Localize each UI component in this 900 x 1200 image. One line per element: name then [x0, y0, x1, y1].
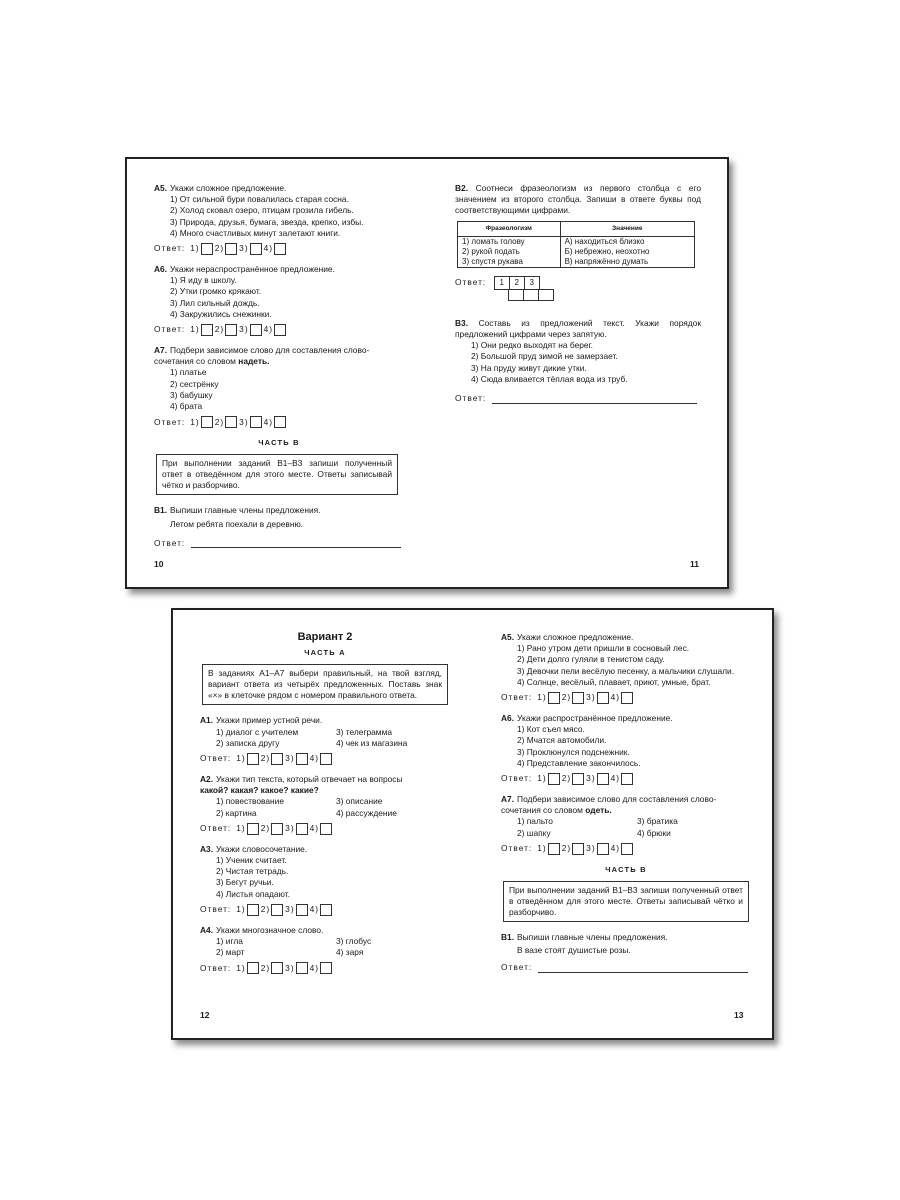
option: 1) Ученик считает.	[216, 855, 287, 866]
box-number: 2)	[561, 773, 572, 784]
option: 1) игла	[216, 936, 243, 947]
box-number: 2)	[214, 324, 225, 335]
answer-label: Ответ:	[455, 393, 487, 404]
option: 2) картина	[216, 807, 257, 818]
task-b2	[455, 183, 701, 304]
answer-row	[501, 962, 751, 973]
box-number: 1)	[190, 324, 200, 335]
box-number: 3)	[586, 773, 596, 784]
answer-checkbox-4[interactable]	[274, 243, 286, 255]
option: 1) Они редко выходят на берег.	[471, 340, 593, 351]
option: 1) Рано утром дети пришли в сосновый лес.	[517, 643, 690, 654]
answer-label: Ответ:	[200, 962, 232, 973]
task-number: А5.	[154, 183, 168, 193]
options-grid	[501, 816, 751, 838]
option: 3) Бегут ручьи.	[216, 877, 274, 888]
answer-row	[154, 416, 404, 428]
answer-checkbox-4[interactable]	[621, 692, 633, 704]
answer-checkbox-3[interactable]	[250, 243, 262, 255]
column-header: Фразеологизм	[458, 221, 561, 236]
answer-checkbox-1[interactable]	[548, 773, 560, 785]
task-number: А6.	[154, 264, 168, 275]
box-number: 2)	[260, 904, 271, 915]
task-b3	[455, 318, 701, 404]
answer-label: Ответ:	[154, 243, 186, 254]
task-a6	[154, 264, 404, 336]
option: 2) Утки громко крякают.	[170, 286, 262, 297]
table-cell: 3) спустя рукава	[458, 257, 561, 268]
task-a6	[501, 713, 751, 785]
option: 4) Листья опадают.	[216, 888, 290, 899]
task-number: А2.	[200, 774, 214, 785]
answer-checkbox-1[interactable]	[548, 843, 560, 855]
answer-label: Ответ:	[501, 962, 533, 973]
box-number: 3)	[586, 843, 596, 854]
answer-label: Ответ:	[501, 843, 533, 854]
task-prompt: Соотнеси фразеологизм из первого столбца с его значением из второго столбца. Запиши в ответе буквы под соответствующими цифрами.	[455, 183, 701, 216]
answer-grid-inputs	[509, 289, 701, 304]
page-12-column	[200, 632, 450, 983]
answer-checkbox-4[interactable]	[320, 962, 332, 974]
answer-checkbox-3[interactable]	[296, 962, 308, 974]
task-b1	[154, 505, 404, 549]
option: 3) Проклюнулся подснежник.	[517, 746, 630, 757]
task-prompt: Выпиши главные члены предложения.	[517, 932, 668, 943]
box-number: 3)	[239, 243, 249, 254]
option: 2) Большой пруд зимой не замерзает.	[471, 351, 618, 362]
box-number: 1)	[236, 753, 246, 764]
answer-cell-input-2[interactable]	[523, 289, 539, 301]
option: 4) Сюда вливается тёплая вода из труб.	[471, 373, 628, 384]
option: 4) заря	[336, 947, 364, 958]
task-a2	[200, 774, 450, 835]
task-a1	[200, 715, 450, 765]
task-number: В2.	[455, 183, 469, 193]
answer-checkbox-1[interactable]	[247, 962, 259, 974]
task-prompt: Укажи тип текста, который отвечает на вопросы	[216, 774, 403, 785]
part-b-title: ЧАСТЬ В	[605, 864, 647, 874]
part-b-title: ЧАСТЬ В	[258, 438, 300, 448]
box-number: 3)	[285, 962, 295, 973]
box-number: 1)	[236, 962, 246, 973]
table-cell: 2) рукой подать	[458, 247, 561, 257]
task-prompt: Укажи многозначное слово.	[216, 924, 324, 935]
task-a4	[200, 925, 450, 975]
option: 2) Холод сковал озеро, птицам грозила гибель.	[170, 205, 354, 216]
answer-checkbox-1[interactable]	[201, 324, 213, 336]
task-prompt: Укажи нераспространённое предложение.	[170, 264, 335, 275]
prompt-text: сочетания со словом	[501, 805, 583, 816]
box-number: 1)	[190, 243, 200, 254]
answer-checkbox-2[interactable]	[271, 904, 283, 916]
instruction-box: При выполнении заданий В1–В3 запиши полученный ответ в отведённом для этого месте. Ответы записывай чётко и разборчиво.	[156, 454, 398, 495]
task-a7	[154, 345, 404, 428]
answer-line-input[interactable]	[492, 394, 697, 404]
box-number: 2)	[260, 823, 271, 834]
page-10-column	[154, 183, 404, 558]
option: 1) диалог с учителем	[216, 726, 299, 737]
answer-label: Ответ:	[154, 537, 186, 548]
task-number: А7.	[154, 345, 168, 356]
options-grid	[200, 727, 450, 749]
answer-checkbox-3[interactable]	[597, 692, 609, 704]
task-prompt: Составь из предложений текст. Укажи порядок предложений цифрами через запятую.	[455, 317, 701, 340]
keyword: надеть.	[238, 356, 270, 367]
answer-label: Ответ:	[154, 416, 186, 427]
answer-row	[154, 538, 404, 549]
task-number: А1.	[200, 715, 214, 726]
task-b1	[501, 932, 751, 974]
option: 2) Мчатся автомобили.	[517, 735, 607, 746]
option: 3) бабушку	[170, 389, 213, 400]
answer-label: Ответ:	[501, 692, 533, 703]
grid-header-cell: 1	[494, 276, 510, 290]
keywords: какой? какая? какое? какие?	[200, 785, 319, 796]
box-number: 1)	[190, 416, 200, 427]
option: 2) шапку	[517, 827, 551, 838]
options-grid	[200, 936, 450, 958]
page-number: 11	[690, 559, 699, 569]
answer-row	[200, 753, 450, 765]
answer-checkbox-3[interactable]	[597, 843, 609, 855]
prompt-text: сочетания со словом	[154, 356, 236, 367]
task-prompt: Подбери зависимое слово для составления слово-	[517, 794, 717, 805]
answer-checkbox-3[interactable]	[597, 773, 609, 785]
option: 2) Чистая тетрадь.	[216, 866, 289, 877]
box-number: 2)	[561, 843, 572, 854]
task-prompt: Подбери зависимое слово для составления слово-	[170, 345, 370, 356]
task-a5	[154, 183, 404, 255]
options-grid	[200, 796, 450, 818]
answer-checkbox-4[interactable]	[320, 904, 332, 916]
instruction-box: При выполнении заданий В1–В3 запиши полученный ответ в отведённом для этого месте. Ответы записывай чётко и разборчиво.	[503, 881, 749, 922]
answer-cell-input-3[interactable]	[538, 289, 554, 301]
answer-checkbox-2[interactable]	[271, 962, 283, 974]
box-number: 4)	[610, 773, 621, 784]
option: 2) март	[216, 947, 245, 958]
box-number: 4)	[309, 753, 320, 764]
task-prompt: Укажи словосочетание.	[216, 843, 308, 854]
option: 3) Девочки пели весёлую песенку, а мальчики слушали.	[517, 665, 735, 676]
task-number: В1.	[501, 932, 515, 943]
answer-label: Ответ:	[455, 277, 487, 287]
answer-checkbox-3[interactable]	[296, 823, 308, 835]
answer-checkbox-2[interactable]	[572, 773, 584, 785]
table-cell: А) находиться близко	[560, 236, 694, 247]
box-number: 3)	[285, 753, 295, 764]
option: 4) Закружились снежинки.	[170, 308, 272, 319]
answer-line-input[interactable]	[191, 538, 401, 548]
task-number: А4.	[200, 924, 214, 935]
box-number: 1)	[537, 773, 547, 784]
page-number: 12	[200, 1010, 210, 1020]
answer-checkbox-1[interactable]	[201, 416, 213, 428]
answer-label: Ответ:	[200, 823, 232, 834]
answer-checkbox-3[interactable]	[296, 904, 308, 916]
variant-title: Вариант 2	[297, 631, 353, 643]
answer-checkbox-3[interactable]	[250, 324, 262, 336]
task-a3	[200, 844, 450, 916]
answer-checkbox-2[interactable]	[225, 243, 237, 255]
option: 4) чек из магазина	[336, 737, 408, 748]
box-number: 4)	[263, 416, 274, 427]
answer-row	[200, 904, 450, 916]
option: 1) От сильной бури повалилась старая сосна.	[170, 194, 349, 205]
answer-checkbox-4[interactable]	[320, 823, 332, 835]
box-number: 4)	[610, 692, 621, 703]
page-number: 10	[154, 559, 164, 569]
option: 1) Кот съел мясо.	[517, 724, 585, 735]
answer-row	[501, 773, 751, 785]
column-header: Значение	[560, 221, 694, 236]
box-number: 2)	[260, 753, 271, 764]
option: 2) Дети долго гуляли в тенистом саду.	[517, 654, 665, 665]
task-prompt: Укажи пример устной речи.	[216, 715, 323, 726]
box-number: 4)	[610, 843, 621, 854]
answer-label: Ответ:	[200, 904, 232, 915]
box-number: 4)	[309, 823, 320, 834]
answer-checkbox-3[interactable]	[296, 753, 308, 765]
task-prompt-line2	[501, 805, 751, 816]
answer-checkbox-2[interactable]	[225, 416, 237, 428]
box-number: 3)	[285, 904, 295, 915]
box-number: 2)	[214, 416, 225, 427]
task-prompt: Укажи сложное предложение.	[517, 632, 634, 642]
instruction-box: В заданиях А1–А7 выбери правильный, на твой взгляд, вариант ответа из четырёх предложенных. Поставь знак «×» в клеточке рядом с номером правильного ответа.	[202, 664, 448, 705]
answer-checkbox-4[interactable]	[274, 416, 286, 428]
answer-checkbox-2[interactable]	[572, 692, 584, 704]
task-prompt: Укажи сложное предложение.	[170, 183, 287, 193]
option: 1) повествование	[216, 796, 284, 807]
answer-row	[154, 324, 404, 336]
option: 3) На пруду живут дикие утки.	[471, 362, 587, 373]
phraseology-table	[457, 221, 695, 268]
answer-row	[200, 962, 450, 974]
task-a7	[501, 794, 751, 855]
box-number: 4)	[263, 243, 274, 254]
option: 4) брюки	[637, 827, 671, 838]
box-number: 1)	[236, 823, 246, 834]
answer-checkbox-2[interactable]	[225, 324, 237, 336]
page-number: 13	[734, 1010, 744, 1020]
box-number: 2)	[260, 962, 271, 973]
answer-checkbox-4[interactable]	[621, 843, 633, 855]
answer-checkbox-3[interactable]	[250, 416, 262, 428]
answer-row	[455, 276, 701, 290]
answer-cell-input-1[interactable]	[508, 289, 524, 301]
box-number: 3)	[586, 692, 596, 703]
grid-header-cell: 3	[524, 276, 540, 290]
box-number: 1)	[537, 692, 547, 703]
option: 3) Природа, друзья, бумага, звезда, крепко, избы.	[170, 216, 364, 227]
book-spread-pages-12-13	[171, 608, 774, 1040]
page-11-column	[455, 183, 701, 413]
box-number: 2)	[214, 243, 225, 254]
page-13-column	[501, 632, 751, 983]
answer-row	[455, 393, 701, 404]
option: 1) пальто	[517, 816, 553, 827]
box-number: 4)	[309, 962, 320, 973]
table-cell: 1) ломать голову	[458, 236, 561, 247]
option: 2) записка другу	[216, 737, 280, 748]
task-number: А5.	[501, 632, 515, 642]
book-spread-pages-10-11	[125, 157, 729, 589]
answer-row	[200, 823, 450, 835]
answer-grid	[495, 276, 540, 290]
option: 3) телеграмма	[336, 726, 392, 737]
box-number: 2)	[561, 692, 572, 703]
box-number: 3)	[239, 416, 249, 427]
task-prompt: Выпиши главные члены предложения.	[170, 505, 321, 516]
keyword: одеть.	[585, 805, 612, 816]
answer-checkbox-2[interactable]	[271, 823, 283, 835]
answer-label: Ответ:	[200, 753, 232, 764]
box-number: 1)	[236, 904, 246, 915]
task-prompt: Укажи распространённое предложение.	[517, 713, 673, 724]
answer-checkbox-1[interactable]	[201, 243, 213, 255]
answer-label: Ответ:	[154, 324, 186, 335]
box-number: 1)	[537, 843, 547, 854]
task-prompt-line2	[154, 356, 404, 367]
box-number: 3)	[239, 324, 249, 335]
task-number: В3.	[455, 317, 469, 328]
sentence: В вазе стоят душистые розы.	[517, 945, 631, 956]
option: 4) Представление закончилось.	[517, 757, 641, 768]
answer-checkbox-1[interactable]	[247, 823, 259, 835]
box-number: 4)	[309, 904, 320, 915]
answer-row	[501, 692, 751, 704]
answer-checkbox-1[interactable]	[247, 904, 259, 916]
grid-header-cell: 2	[509, 276, 525, 290]
task-number: А3.	[200, 843, 214, 854]
table-cell: Б) небрежно, неохотно	[560, 247, 694, 257]
option: 3) Лил сильный дождь.	[170, 297, 260, 308]
option: 4) Много счастливых минут залетают книги.	[170, 227, 341, 238]
option: 4) брата	[170, 401, 203, 412]
option: 4) рассуждение	[336, 807, 397, 818]
task-number: А7.	[501, 794, 515, 805]
answer-checkbox-4[interactable]	[320, 753, 332, 765]
task-number: А6.	[501, 713, 515, 724]
answer-row	[154, 243, 404, 255]
option: 3) описание	[336, 796, 383, 807]
option: 2) сестрёнку	[170, 378, 219, 389]
sentence: Летом ребята поехали в деревню.	[170, 518, 304, 529]
answer-label: Ответ:	[501, 773, 533, 784]
answer-checkbox-1[interactable]	[548, 692, 560, 704]
answer-checkbox-4[interactable]	[621, 773, 633, 785]
option: 1) платье	[170, 367, 207, 378]
option: 1) Я иду в школу.	[170, 275, 237, 286]
answer-checkbox-2[interactable]	[572, 843, 584, 855]
option: 4) Солнце, весёлый, плавает, приют, умные, брат.	[517, 676, 711, 687]
answer-checkbox-4[interactable]	[274, 324, 286, 336]
answer-checkbox-2[interactable]	[271, 753, 283, 765]
table-cell: В) напряжённо думать	[560, 257, 694, 268]
answer-line-input[interactable]	[538, 963, 748, 973]
answer-row	[501, 843, 751, 855]
box-number: 3)	[285, 823, 295, 834]
answer-checkbox-1[interactable]	[247, 753, 259, 765]
option: 3) братика	[637, 816, 678, 827]
task-number: В1.	[154, 505, 168, 516]
box-number: 4)	[263, 324, 274, 335]
option: 3) глобус	[336, 936, 372, 947]
task-a5	[501, 632, 751, 704]
part-a-title: ЧАСТЬ А	[304, 648, 346, 658]
